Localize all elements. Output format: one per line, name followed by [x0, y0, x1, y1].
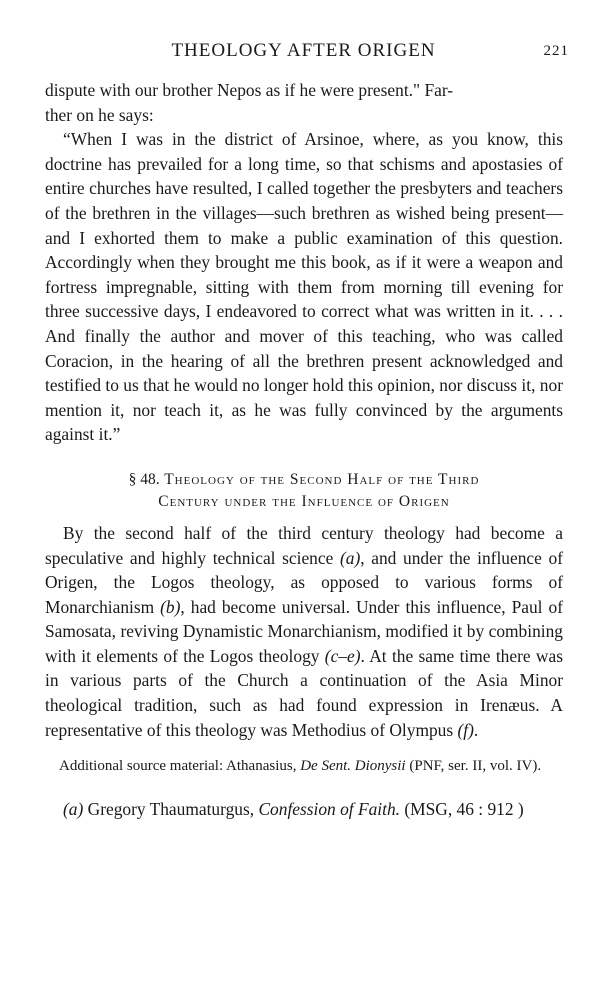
block-quote: “When I was in the district of Arsinoe, where, as you know, this doctrine has prevailed for a long time, so that schisms and apostasies of entire churches have resulted, I called together the presbyters and teachers of the brethren in the villages—such brethren as wished being present—and I exhorted them to make a public examination of this question. Accordingly when they brought me this book, as if it were a weapon and fortress impregnable, sitting with them from morning till evening for three successive days, I endeavored to correct what was written in it. . . . And finally the author and mover of this teaching, who was called Coracion, in the hearing of all the brethren present acknowledged and testified to us that he would no longer hold this opinion, nor discuss it, nor mention it, nor teach it, as he was fully convinced by the arguments against it.”: [45, 129, 563, 445]
paragraph-text: . At the same time there was in various parts of the Church a continuation of the Asia Minor theological tradition, such as had found expression in Irenæus. A representative of this theology was Methodius of Olympus: [45, 645, 563, 740]
footnote-author: Gregory Thaumaturgus,: [83, 799, 259, 820]
body-text: [45, 78, 563, 822]
page-title: THEOLOGY AFTER ORIGEN: [171, 40, 436, 61]
main-paragraph: [45, 521, 563, 742]
section-title-1: Theology of the Second Half of the Third: [164, 470, 480, 488]
reference-a: (a): [339, 547, 361, 568]
paragraph-text: , and under the influence of Origen, the Logos theology, as opposed to various forms of Monarchianism: [45, 547, 563, 617]
footnote-work: Confession of Faith.: [258, 799, 400, 820]
source-work: De Sent. Dionysii: [300, 758, 406, 775]
section-heading: [45, 469, 563, 513]
page-number: 221: [543, 43, 569, 59]
paragraph-text: By the second half of the third century theology had become a speculative and highly technical science: [45, 522, 563, 568]
reference-c-e: (c–e): [324, 645, 361, 666]
reference-b: (b): [160, 596, 181, 617]
source-suffix: (PNF, ser. II, vol. IV).: [405, 758, 542, 775]
paragraph-text: .: [473, 719, 479, 740]
footnote: [45, 797, 563, 822]
section-heading-line-1: [45, 469, 563, 491]
footnote-citation: (MSG, 46 : 912 ): [400, 799, 524, 820]
section-title-2: Century under the Influence of Origen: [158, 492, 450, 510]
running-head: [0, 38, 607, 66]
intro-line-2: ther on he says:: [45, 104, 154, 125]
source-note: [45, 756, 563, 777]
reference-f: (f): [457, 719, 474, 740]
source-prefix: Additional source material: Athanasius,: [59, 758, 301, 775]
paragraph-text: , had become universal. Under this influence, Paul of Samosata, reviving Dynamistic Monarchianism, modified it by combining with it elements of the Logos theology: [45, 596, 563, 666]
intro-line-1: dispute with our brother Nepos as if he were present." Far-: [45, 80, 454, 100]
section-number: § 48.: [128, 470, 160, 488]
footnote-label: (a): [63, 799, 84, 820]
